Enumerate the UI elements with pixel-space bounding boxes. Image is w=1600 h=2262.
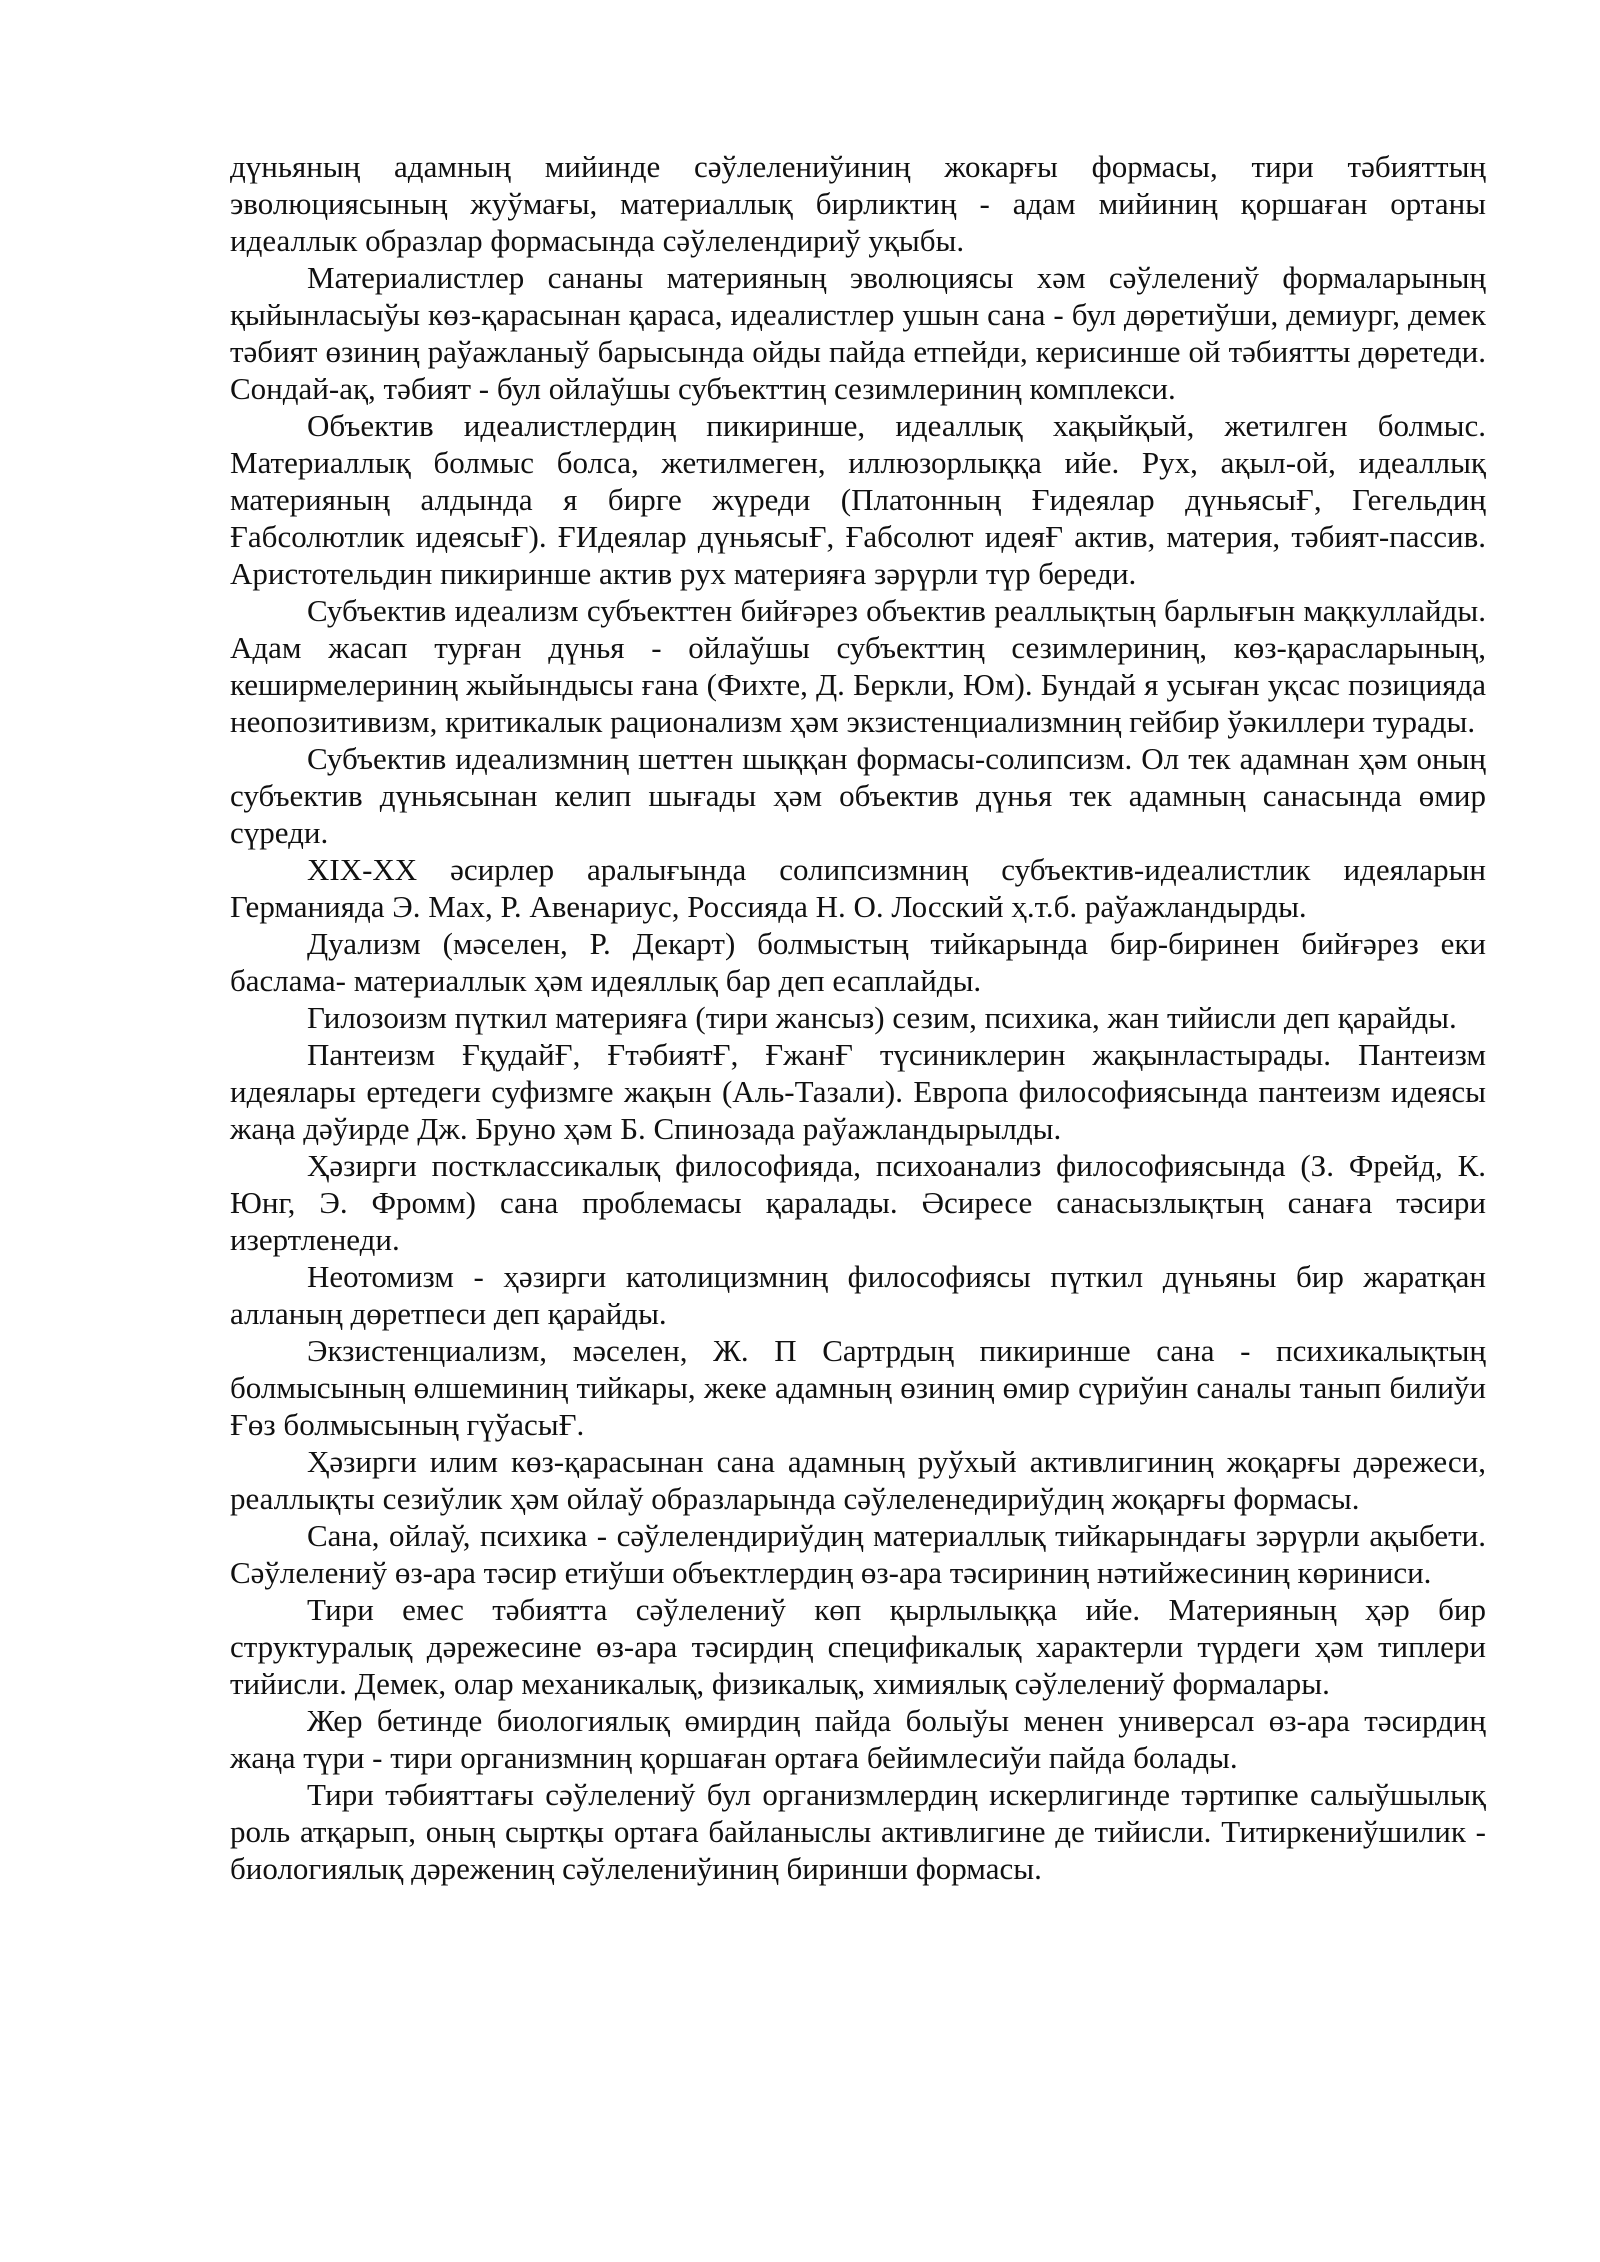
paragraph-inanimate-nature: Тири емес тәбиятта сәўлелениў көп қырлылыққа ийе. Материяның ҳәр бир структуралық дәрежесине өз-ара тәсирдиң спецификалық характерли түрдеги ҳәм типлери тийисли. Демек, олар механикалық, физикалық, химиялық сәўлелениў формалары. <box>230 1592 1486 1701</box>
paragraph-hylozoism: Гилозоизм пүткил материяға (тири жансыз) сезим, психика, жан тийисли деп қарайды. <box>307 1000 1457 1035</box>
paragraph-existentialism: Экзистенциализм, мәселен, Ж. П Сартрдың пикиринше сана - психикалықтың болмысының өлшеминиң тийкары, жеке адамның өзиниң өмир сүриўин саналы танып билиўи Ғөз болмысының гүўасыҒ. <box>230 1333 1486 1442</box>
paragraph-subjective-idealism: Субъектив идеализм субъекттен бийғәрез объектив реаллықтың барлығын мақкуллайды. Адам жасап турған дүнья - ойлаўшы субъекттиң сезимлериниң, көз-қарасларының, кеширмелериниң жыйындысы ғана (Фихте, Д. Беркли, Юм). Бундай я усыған уқсас позицияда неопозитивизм, критикалык рационализм ҳәм экзистенциализмниң гейбир ўәкиллери турады. <box>230 593 1486 739</box>
paragraph-living-nature: Тири тәбияттағы сәўлелениў бул организмлердиң искерлигинде тәртипке салыўшылық роль атқарып, оның сыртқы ортаға байланыслы активлигине де тийисли. Титиркениўшилик - биологиялық дәрежениң сәўлелениўиниң биринши формасы. <box>230 1777 1486 1886</box>
document-page <box>230 148 1486 1887</box>
paragraph-materialists: Материалистлер сананы материяның эволюциясы хәм сәўлелениў формаларының қыйынласыўы көз-қарасынан қараса, идеалистлер ушын сана - бул дөретиўши, демиург, демек тәбият өзиниң раўажланыў барысында ойды пайда етпейди, керисинше ой тәбиятты дөретеди. Сондай-ақ, тәбият - бул ойлаўшы субъекттиң сезимлериниң комплекси. <box>230 260 1486 406</box>
paragraph-modern-science: Ҳәзирги илим көз-қарасынан сана адамның руўхый активлигиниң жоқарғы дәрежеси, реаллықты сезиўлик ҳәм ойлаў образларында сәўлеленедириўдиң жоқарғы формасы. <box>230 1444 1486 1516</box>
paragraph-continuation: дүньяның адамның мийинде сәўлелениўиниң жокарғы формасы, тири тәбияттың эволюциясының жуўмағы, материаллық бирликтиң - адам мийиниң қоршаған ортаны идеаллык образлар формасында сәўлелендириў уқыбы. <box>230 149 1486 258</box>
paragraph-pantheism: Пантеизм ҒқудайҒ, ҒтәбиятҒ, ҒжанҒ түсиниклерин жақынластырады. Пантеизм идеялары ертедеги суфизмге жақын (Аль-Тазали). Европа философиясында пантеизм идеясы жаңа дәўирде Дж. Бруно ҳәм Б. Спинозада раўажландырылды. <box>230 1037 1486 1146</box>
paragraph-consciousness: Сана, ойлаў, психика - сәўлелендириўдиң материаллық тийкарындағы зәрүрли ақыбети. Сәўлелениў өз-ара тәсир етиўши объектлердиң өз-ара тәсириниң нәтийжесиниң көриниси. <box>230 1518 1486 1590</box>
paragraph-solipsism: Субъектив идеализмниң шеттен шыққан формасы-солипсизм. Ол тек адамнан ҳәм оның субъектив дүньясынан келип шығады ҳәм объектив дүнья тек адамның санасында өмир сүреди. <box>230 741 1486 850</box>
paragraph-postclassical: Ҳәзирги постклассикалық философияда, психоанализ философиясында (З. Фрейд, К. Юнг, Э. Фромм) сана проблемасы қаралады. Әсиресе санасызлықтың санаға тәсири изертленеди. <box>230 1148 1486 1257</box>
paragraph-objective-idealism: Объектив идеалистлердиң пикиринше, идеаллық хақыйқый, жетилген болмыс. Материаллық болмыс болса, жетилмеген, иллюзорлыққа ийе. Рух, ақыл-ой, идеаллық материяның алдында я бирге жүреди (Платонның Ғидеялар дүньясыҒ, Гегельдиң Ғабсолютлик идеясыҒ). ҒИдеялар дүньясыҒ, Ғабсолют идеяҒ актив, материя, тәбият-пассив. Аристотельдин пикиринше актив рух материяға зәрүрли түр береди. <box>230 408 1486 591</box>
paragraph-dualism: Дуализм (мәселен, Р. Декарт) болмыстың тийкарында бир-биринен бийғәрез еки баслама- материаллык ҳәм идеяллық бар деп есаплайды. <box>230 926 1486 998</box>
paragraph-biological-life: Жер бетинде биологиялық өмирдиң пайда болыўы менен универсал өз-ара тәсирдиң жаңа түри - тири организмниң қоршаған ортаға бейимлесиўи пайда болады. <box>230 1703 1486 1775</box>
paragraph-19-20-centuries: XIX-XX әсирлер аралығында солипсизмниң субъектив-идеалистлик идеяларын Германияда Э. Мах, Р. Авенариус, Россияда Н. О. Лосский ҳ.т.б. раўажландырды. <box>230 852 1486 924</box>
paragraph-neothomism: Неотомизм - ҳәзирги католицизмниң философиясы пүткил дүньяны бир жаратқан алланың дөретпеси деп қарайды. <box>230 1259 1486 1331</box>
